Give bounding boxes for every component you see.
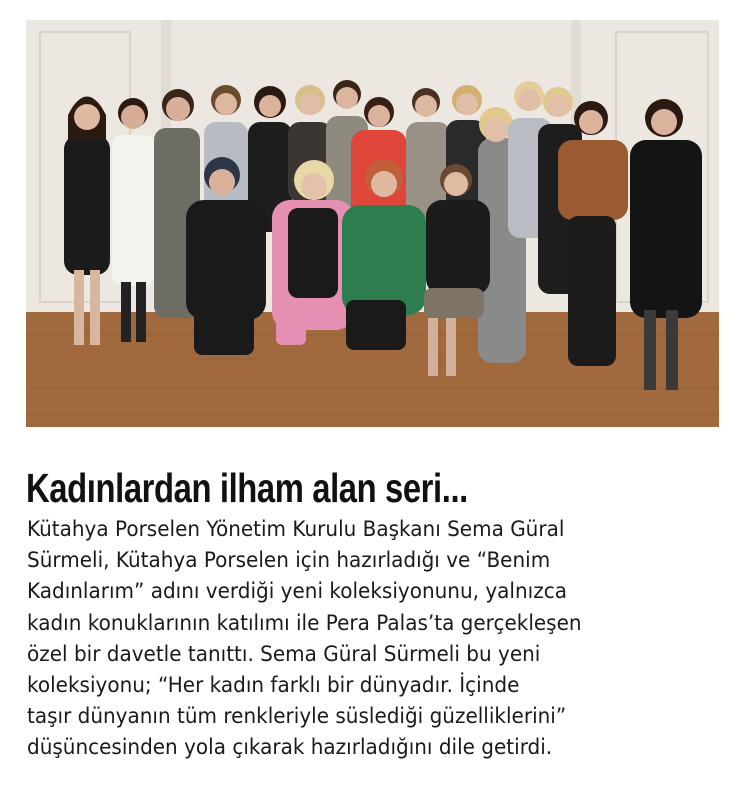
body-line: kadın konuklarının katılımı ile Pera Palas’ta gerçekleşen — [27, 610, 582, 636]
article-headline: Kadınlardan ilham alan seri... — [26, 465, 468, 511]
group-photo — [26, 20, 719, 427]
body-line: Kütahya Porselen Yönetim Kurulu Başkanı Sema Güral — [27, 517, 565, 542]
body-line: Sürmeli, Kütahya Porselen için hazırladığı ve “Benim — [27, 548, 551, 574]
body-line: özel bir davetle tanıttı. Sema Güral Sürmeli bu yeni — [27, 641, 541, 667]
body-line: taşır dünyanın tüm renkleriyle süslediği güzelliklerini” — [27, 704, 567, 730]
group-photo-illustration — [26, 20, 719, 427]
body-line: düşüncesinden yola çıkarak hazırladığını dile getirdi. — [27, 735, 553, 761]
body-line: Kadınlarım” adını verdiği yeni koleksiyonunu, yalnızca — [27, 579, 567, 605]
body-line: koleksiyonu; “Her kadın farklı bir dünyadır. İçinde — [27, 673, 520, 699]
article-body — [27, 514, 727, 764]
